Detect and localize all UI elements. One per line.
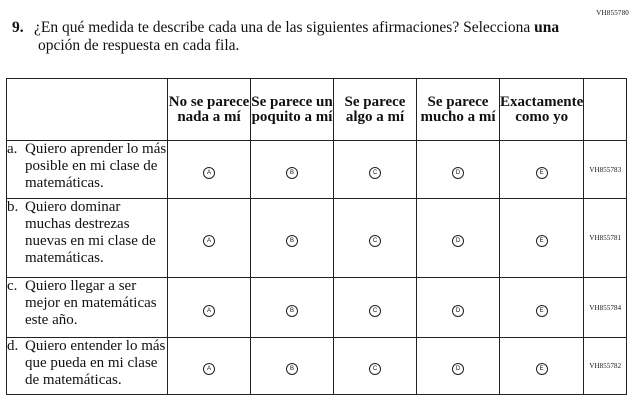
radio-bubble-b-4[interactable]: D	[452, 235, 464, 247]
radio-bubble-d-1[interactable]: A	[203, 363, 215, 375]
option-cell	[251, 278, 334, 338]
radio-bubble-b-5[interactable]: E	[536, 235, 548, 247]
statement-cell	[7, 338, 168, 395]
radio-bubble-c-3[interactable]: C	[369, 305, 381, 317]
table-row	[7, 141, 627, 199]
option-cell	[417, 141, 500, 199]
option-cell	[251, 199, 334, 278]
row-code: VH855781	[584, 199, 627, 278]
radio-bubble-c-2[interactable]: B	[286, 305, 298, 317]
option-cell	[417, 278, 500, 338]
header-blank	[7, 79, 168, 141]
col-header-1: No se parece nada a mí	[168, 79, 251, 141]
option-cell	[168, 338, 251, 395]
row-code: VH855784	[584, 278, 627, 338]
question-number: 9.	[12, 19, 24, 36]
statement-letter: a.	[7, 141, 18, 157]
option-cell	[168, 278, 251, 338]
question-emphasis: una	[534, 19, 560, 36]
radio-bubble-d-2[interactable]: B	[286, 363, 298, 375]
radio-bubble-a-1[interactable]: A	[203, 167, 215, 179]
option-cell	[417, 199, 500, 278]
radio-bubble-c-5[interactable]: E	[536, 305, 548, 317]
option-cell	[334, 338, 417, 395]
statement-text: Quiero llegar a ser mejor en matemáticas este año.	[25, 278, 157, 328]
statement-text: Quiero dominar muchas destrezas nuevas en mi clase de matemáticas.	[25, 199, 156, 266]
question-line-1	[12, 19, 572, 37]
statement-text: Quiero entender lo más que pueda en mi clase de matemáticas.	[25, 338, 166, 388]
statement-letter: c.	[7, 278, 18, 294]
radio-bubble-b-3[interactable]: C	[369, 235, 381, 247]
col-header-5: Exactamente como yo	[500, 79, 584, 141]
option-cell	[500, 338, 584, 395]
question-line-2: opción de respuesta en cada fila.	[38, 37, 240, 54]
radio-bubble-a-2[interactable]: B	[286, 167, 298, 179]
col-header-3: Se parece algo a mí	[334, 79, 417, 141]
table-row	[7, 278, 627, 338]
statement-cell	[7, 141, 168, 199]
radio-bubble-b-1[interactable]: A	[203, 235, 215, 247]
statement-cell	[7, 199, 168, 278]
col-header-2: Se parece un poquito a mí	[251, 79, 334, 141]
radio-bubble-a-4[interactable]: D	[452, 167, 464, 179]
radio-bubble-a-5[interactable]: E	[536, 167, 548, 179]
response-grid	[6, 78, 627, 395]
table-row	[7, 199, 627, 278]
option-cell	[417, 338, 500, 395]
statement-letter: d.	[7, 338, 19, 354]
statement-text: Quiero aprender lo más posible en mi clase de matemáticas.	[25, 141, 167, 191]
option-cell	[334, 141, 417, 199]
row-code: VH855782	[584, 338, 627, 395]
radio-bubble-a-3[interactable]: C	[369, 167, 381, 179]
header-code-blank	[584, 79, 627, 141]
row-code: VH855783	[584, 141, 627, 199]
radio-bubble-c-1[interactable]: A	[203, 305, 215, 317]
question-text: ¿En qué medida te describe cada una de las siguientes afirmaciones? Selecciona	[34, 19, 535, 36]
radio-bubble-d-5[interactable]: E	[536, 363, 548, 375]
col-header-4: Se parece mucho a mí	[417, 79, 500, 141]
option-cell	[168, 199, 251, 278]
option-cell	[168, 141, 251, 199]
option-cell	[500, 141, 584, 199]
radio-bubble-c-4[interactable]: D	[452, 305, 464, 317]
option-cell	[251, 338, 334, 395]
option-cell	[334, 278, 417, 338]
option-cell	[500, 278, 584, 338]
table-row	[7, 338, 627, 395]
statement-letter: b.	[7, 199, 19, 215]
radio-bubble-d-4[interactable]: D	[452, 363, 464, 375]
option-cell	[251, 141, 334, 199]
statement-cell	[7, 278, 168, 338]
option-cell	[334, 199, 417, 278]
radio-bubble-d-3[interactable]: C	[369, 363, 381, 375]
radio-bubble-b-2[interactable]: B	[286, 235, 298, 247]
question-stem	[12, 19, 572, 55]
option-cell	[500, 199, 584, 278]
header-row	[7, 79, 627, 141]
item-code-header: VH855780	[596, 9, 629, 17]
